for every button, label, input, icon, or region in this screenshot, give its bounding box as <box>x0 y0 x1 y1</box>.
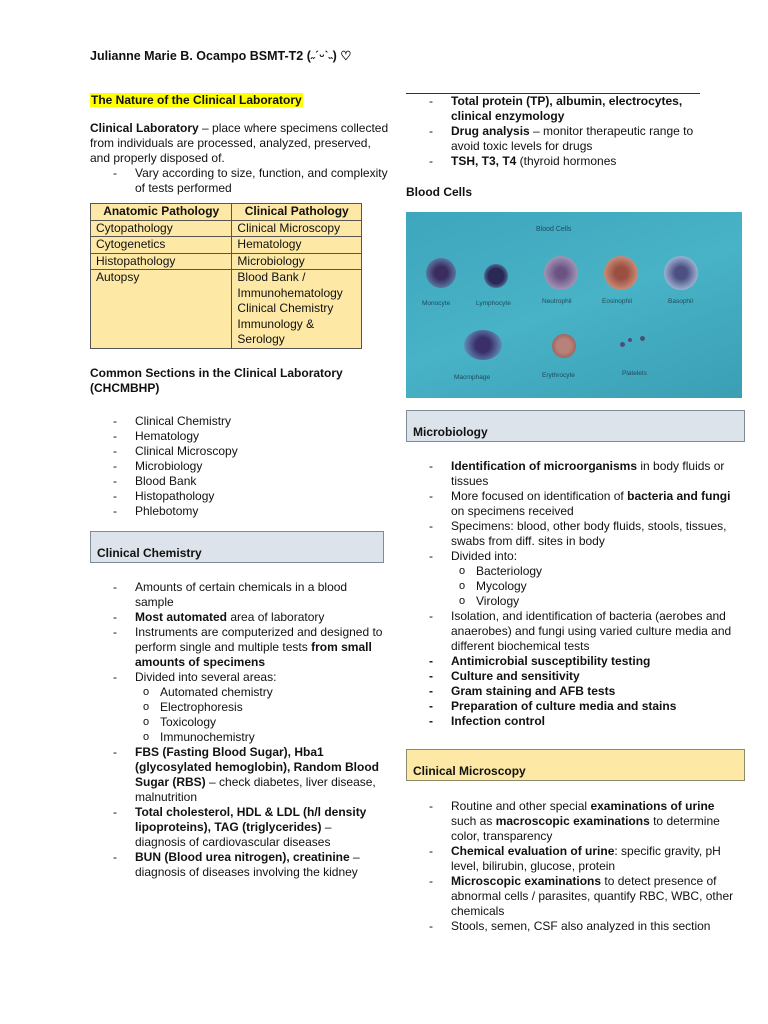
table-cell: Clinical Microscopy <box>232 220 362 237</box>
bold-text: Chemical evaluation of urine <box>451 844 615 858</box>
microbiology-list <box>406 459 736 729</box>
areas-list <box>115 685 385 745</box>
list-item: - Blood Bank <box>90 474 390 489</box>
cell-label: Eosinophil <box>602 298 632 305</box>
table-cell: Autopsy <box>91 270 232 349</box>
clinical-chemistry-box <box>90 531 384 563</box>
cell-label: Lymphocyte <box>476 300 511 307</box>
sections-list <box>90 414 390 519</box>
text: to determine color, transparency <box>451 814 720 843</box>
table-cell: Microbiology <box>232 253 362 270</box>
chemistry-list <box>90 580 385 880</box>
list-item: o Immunochemistry <box>115 730 385 745</box>
eosinophil-cell-icon <box>604 256 638 290</box>
right-column <box>406 88 746 934</box>
text: Instruments are computerized and designed to perform single and multiple tests <box>135 624 383 654</box>
list-item: o Mycology <box>431 579 736 594</box>
text: – diagnosis of cardiovascular diseases <box>135 819 332 849</box>
text: such as <box>451 814 496 828</box>
bold-text: Total cholesterol, HDL & LDL (h/l density lipoproteins), TAG (triglycerides) <box>135 804 367 834</box>
intro-title-text: The Nature of the Clinical Laboratory <box>91 93 302 107</box>
table-cell: Histopathology <box>91 253 232 270</box>
text: : specific gravity, pH level, bilirubin, glucose, protein <box>451 844 721 873</box>
bold-text: BUN (Blood urea nitrogen), creatinine <box>135 849 350 864</box>
bold-text: from small amounts of specimens <box>135 639 372 669</box>
bold-text: TSH, T3, T4 <box>451 154 517 168</box>
blood-cells-photo <box>406 212 742 398</box>
list-item: o Bacteriology <box>431 564 736 579</box>
list-item <box>406 154 706 169</box>
cell-label: Monocyte <box>422 300 451 307</box>
platelet-icon <box>620 342 625 347</box>
list-item <box>406 94 706 124</box>
clinical-microscopy-box <box>406 749 745 781</box>
platelet-icon <box>628 338 632 342</box>
photo-title: Blood Cells <box>536 226 572 233</box>
table-row <box>91 220 362 237</box>
bold-text: Microscopic examinations <box>451 874 602 888</box>
text: Divided into: <box>451 549 518 563</box>
list-item <box>90 745 385 805</box>
list-item <box>406 459 736 489</box>
list-item: - Antimicrobial susceptibility testing <box>406 654 736 669</box>
text: – monitor therapeutic range to avoid toxic levels for drugs <box>451 124 694 153</box>
list-item <box>90 670 385 745</box>
list-item <box>90 805 385 850</box>
list-item: o Virology <box>431 594 736 609</box>
list-item <box>90 850 385 880</box>
platelet-icon <box>640 336 645 341</box>
chemistry-continued-list <box>406 94 706 169</box>
list-item: - Microbiology <box>90 459 390 474</box>
definition-term: Clinical Laboratory <box>90 121 199 135</box>
blood-cells-title: Blood Cells <box>406 185 473 199</box>
table-cell-line: Immunohematology <box>237 285 343 300</box>
table-header-anatomic: Anatomic Pathology <box>91 204 232 221</box>
bold-text: Drug analysis <box>451 124 530 138</box>
list-item: - Phlebotomy <box>90 504 390 519</box>
text: – check diabetes, liver disease, malnutrition <box>135 774 376 804</box>
text: Routine and other special <box>451 799 591 813</box>
table-cell-line: Immunology & <box>237 316 315 331</box>
list-item <box>406 124 706 154</box>
table-cell-line: Serology <box>237 332 285 346</box>
pathology-table <box>90 203 362 349</box>
divisions-list <box>431 564 736 609</box>
table-row <box>91 253 362 270</box>
author-header: Julianne Marie B. Ocampo BSMT-T2 (˶ˊᵕˋ˵) ♡ <box>90 49 352 63</box>
bold-text: Most automated <box>135 609 228 624</box>
bold-text: examinations of urine <box>590 799 715 813</box>
list-item: - Hematology <box>90 429 390 444</box>
monocyte-cell-icon <box>426 258 456 288</box>
erythrocyte-cell-icon <box>552 334 576 358</box>
list-item: o Automated chemistry <box>115 685 385 700</box>
basophil-cell-icon <box>664 256 698 290</box>
cell-label: Basophil <box>668 298 693 305</box>
text: on specimens received <box>451 504 574 518</box>
bold-text: bacteria and fungi <box>627 489 731 503</box>
definition-text: – place where specimens collected from individuals are processed, analyzed, preserved, and properly disposed of. <box>90 121 389 165</box>
microbiology-box <box>406 410 745 442</box>
bold-text: macroscopic examinations <box>495 814 650 828</box>
list-item: - Vary according to size, function, and complexity of tests performed <box>90 166 390 196</box>
list-item <box>90 625 385 670</box>
list-item <box>406 874 740 919</box>
list-item <box>90 610 385 625</box>
list-item: - Preparation of culture media and stains <box>406 699 736 714</box>
list-item <box>406 799 740 844</box>
list-item: - Stools, semen, CSF also analyzed in this section <box>406 919 740 934</box>
table-cell: Cytogenetics <box>91 237 232 254</box>
neutrophil-cell-icon <box>544 256 578 290</box>
list-item <box>406 844 740 874</box>
table-header-clinical: Clinical Pathology <box>232 204 362 221</box>
cell-label: Erythrocyte <box>542 372 575 379</box>
intro-bullets <box>90 166 390 196</box>
table-row <box>91 237 362 254</box>
table-row <box>91 270 362 349</box>
list-item: - Culture and sensitivity <box>406 669 736 684</box>
cell-label: Neutrophil <box>542 298 572 305</box>
cell-label: Platelets <box>622 370 647 377</box>
list-item <box>406 489 736 519</box>
sections-title: Common Sections in the Clinical Laboratory (CHCMBHP) <box>90 365 343 395</box>
table-cell-line: Blood Bank / <box>237 270 306 284</box>
cell-label: Macrophage <box>454 374 491 381</box>
lymphocyte-cell-icon <box>484 264 508 288</box>
table-cell-line: Clinical Chemistry <box>237 301 334 315</box>
text: area of laboratory <box>227 609 325 624</box>
list-item: - Gram staining and AFB tests <box>406 684 736 699</box>
intro-title <box>90 93 390 107</box>
text: in body fluids or tissues <box>451 459 725 488</box>
text: to detect presence of abnormal cells / parasites, quantify RBC, WBC, other chemicals <box>451 874 734 918</box>
table-cell: Cytopathology <box>91 220 232 237</box>
list-item: - Isolation, and identification of bacteria (aerobes and anaerobes) and fungi using varied culture media and different biochemical tests <box>406 609 736 654</box>
list-item <box>406 549 736 609</box>
list-item: - Clinical Microscopy <box>90 444 390 459</box>
list-item: - Amounts of certain chemicals in a blood sample <box>90 580 385 610</box>
box-title: Microbiology <box>413 425 488 439</box>
bold-text: FBS (Fasting Blood Sugar), Hba1 (glycosylated hemoglobin), Random Blood Sugar (RBS) <box>135 744 380 789</box>
table-cell: Hematology <box>232 237 362 254</box>
text: – diagnosis of diseases involving the kidney <box>135 849 360 879</box>
list-item: - Specimens: blood, other body fluids, stools, tissues, swabs from diff. sites in body <box>406 519 736 549</box>
left-column <box>90 48 390 880</box>
bold-text: Total protein (TP), albumin, electrocytes, clinical enzymology <box>451 94 683 123</box>
macrophage-cell-icon <box>464 330 502 360</box>
intro-definition <box>90 121 390 166</box>
list-item: - Infection control <box>406 714 736 729</box>
list-item: o Electrophoresis <box>115 700 385 715</box>
table-cell <box>232 270 362 349</box>
box-title: Clinical Chemistry <box>97 545 202 560</box>
text: Divided into several areas: <box>135 669 277 684</box>
list-item: - Histopathology <box>90 489 390 504</box>
bold-text: Identification of microorganisms <box>451 459 638 473</box>
box-title: Clinical Microscopy <box>413 764 526 778</box>
list-item: - Clinical Chemistry <box>90 414 390 429</box>
list-item: o Toxicology <box>115 715 385 730</box>
microscopy-list <box>406 799 740 934</box>
text: (thyroid hormones <box>516 154 617 168</box>
text: More focused on identification of <box>451 489 628 503</box>
